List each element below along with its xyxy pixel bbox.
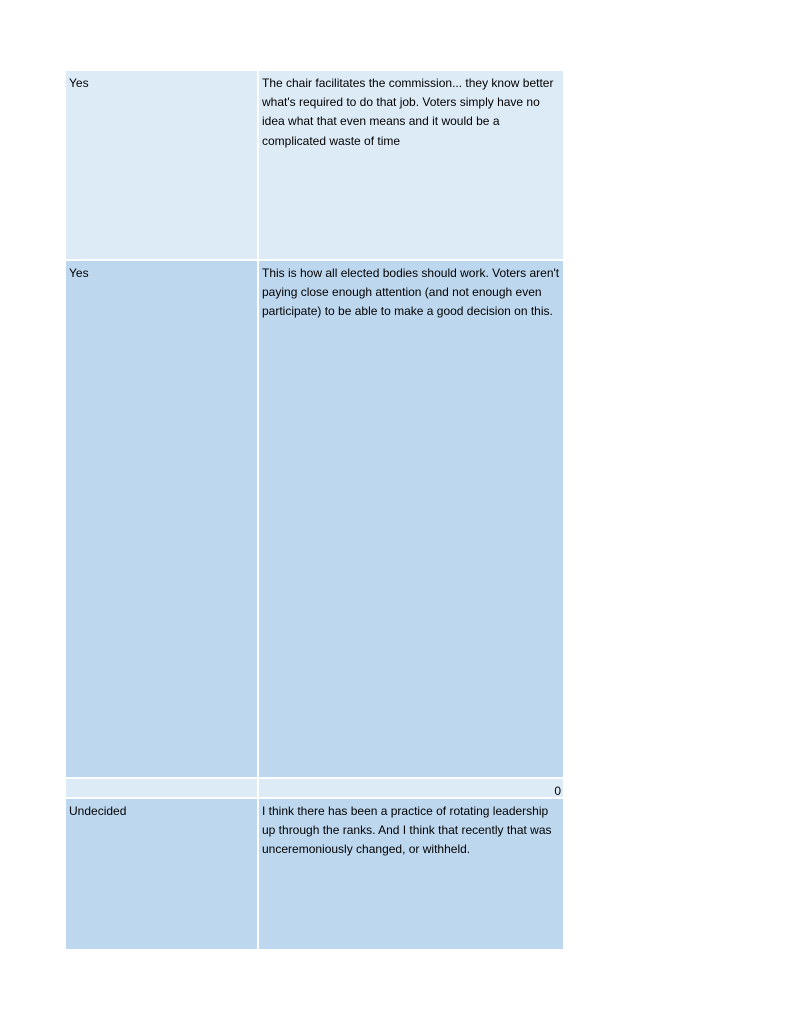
response-cell[interactable]: Yes <box>66 71 259 259</box>
comment-cell[interactable]: The chair facilitates the commission... they know better what's required to do that job. Voters simply have no idea what that even means and it would be a complicated waste of time <box>262 76 554 148</box>
comment-cell-numeric[interactable]: 0 <box>554 784 561 798</box>
table-row <box>66 261 563 779</box>
response-cell[interactable]: Undecided <box>66 799 259 949</box>
table-row <box>66 799 563 949</box>
table-row <box>66 71 563 261</box>
comment-cell[interactable]: This is how all elected bodies should work. Voters aren't paying close enough attention (and not enough even participate) to be able to make a good decision on this. <box>262 266 560 319</box>
response-cell[interactable] <box>66 779 259 797</box>
comment-cell[interactable]: I think there has been a practice of rotating leadership up through the ranks. And I think that recently that was unceremoniously changed, or withheld. <box>262 804 552 857</box>
response-cell[interactable]: Yes <box>66 261 259 777</box>
table-row <box>66 779 563 799</box>
spreadsheet-table <box>66 71 563 949</box>
